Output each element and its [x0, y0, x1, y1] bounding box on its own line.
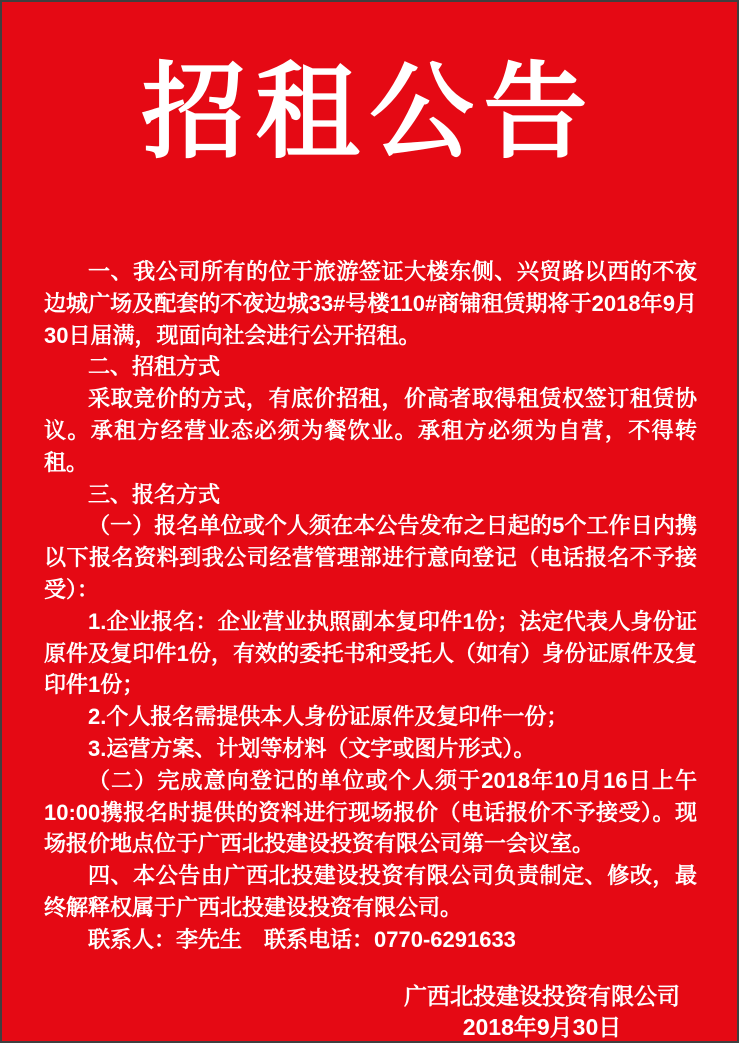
heading-rental-method: 二、招租方式 — [88, 354, 221, 380]
paragraph-intro: 一、我公司所有的位于旅游签证大楼东侧、兴贸路以西的不夜边城广场及配套的不夜边城33#号楼110#商铺租赁期将于2018年9月30日届满，现面向社会进行公开招租。 — [44, 259, 697, 348]
paragraph-bidding: （二）完成意向登记的单位或个人须于2018年10月16日上午10:00携报名时提供的资料进行现场报价（电话报价不予接受）。现场报价地点位于广西北投建设投资有限公司第一会议室。 — [44, 767, 697, 857]
paragraph-contact-info: 联系人：李先生 联系电话：0770-6291633 — [88, 926, 516, 952]
paragraph-operation-plan: 3.运营方案、计划等材料（文字或图片形式）。 — [88, 735, 536, 761]
signature-company: 广西北投建设投资有限公司 — [404, 982, 680, 1009]
announcement-body — [2, 180, 737, 956]
paragraph-registration-1: （一）报名单位或个人须在本公告发布之日起的5个工作日内携以下报名资料到我公司经营管理部进行意向登记（电话报名不予接受）： — [44, 513, 697, 602]
paragraph-rental-method: 采取竞价的方式，有底价招租，价高者取得租赁权签订租赁协议。承租方经营业态必须为餐饮业。承租方必须为自营，不得转租。 — [44, 386, 697, 475]
paragraph-interpretation-rights: 四、本公告由广西北投建设投资有限公司负责制定、修改，最终解释权属于广西北投建设投资有限公司。 — [44, 863, 697, 920]
paragraph-company-registration: 1.企业报名：企业营业执照副本复印件1份；法定代表人身份证原件及复印件1份，有效的委托书和受托人（如有）身份证原件及复印件1份； — [44, 608, 697, 698]
heading-registration-method: 三、报名方式 — [88, 481, 221, 507]
poster-title: 招租公告 — [141, 56, 598, 171]
signature-block — [2, 981, 737, 1043]
paragraph-individual-registration: 2.个人报名需提供本人身份证原件及复印件一份； — [88, 704, 569, 730]
signature-date: 2018年9月30日 — [462, 1013, 622, 1040]
signature-inner — [404, 981, 680, 1043]
